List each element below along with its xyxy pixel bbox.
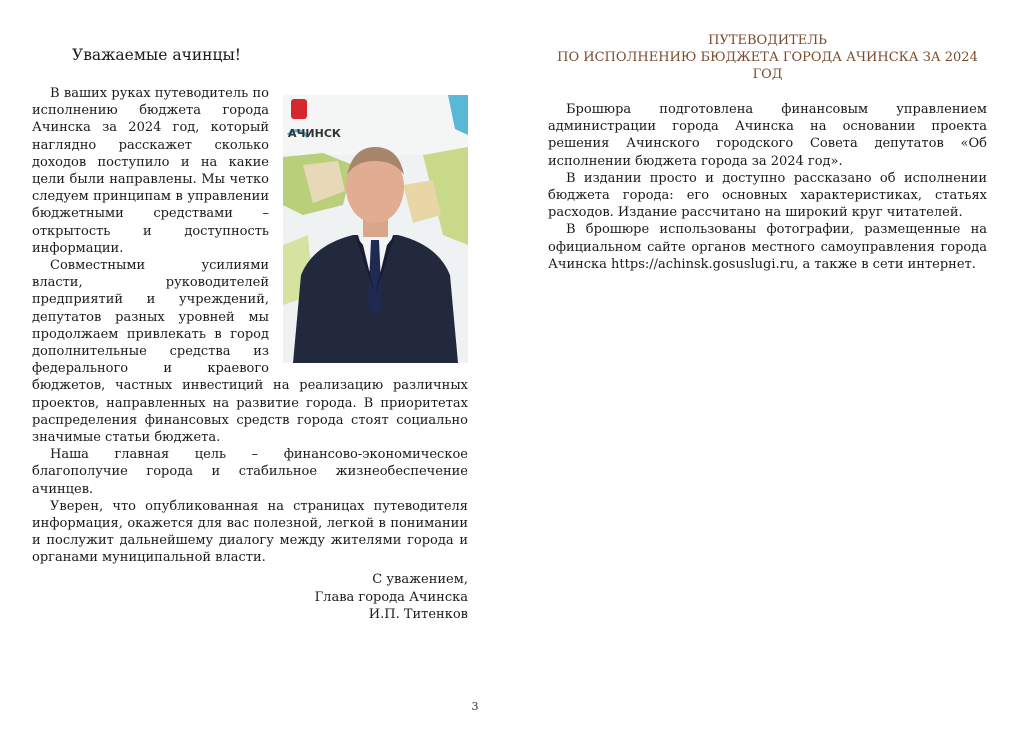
left-paragraph-1: В ваших руках путеводитель по исполнению бюджета города Ачинска за 2024 год, который наглядно расскажет сколько доходов поступило и на какие цели были направлены. Мы четко следуем принципам в управлении бюджетными средствами – открытость и доступность информации.: [32, 86, 269, 256]
left-paragraph-2: Совместными усилиями власти, руководителей предприятий и учреждений, депутатов разных уровней мы продолжаем привлекать в город дополнительные средства из федерального и краевого бюджетов, частных инвестиций на реализацию различных проектов, направленных на развитие города. В приоритетах распределения финансовых средств города стоят социально значимые статьи бюджета.: [32, 258, 468, 446]
right-paragraph-2: В издании просто и доступно рассказано об исполнении бюджета города: его основных характеристиках, статьях расходов. Издание рассчитано на широкий круг читателей.: [548, 170, 987, 221]
signature-position: Глава города Ачинска: [314, 589, 468, 605]
right-paragraph-1: Брошюра подготовлена финансовым управлением администрации города Ачинска на основании проекта решения Ачинского городского Совета депутатов «Об исполнении бюджета города за 2024 год».: [548, 102, 987, 169]
signature-closing: С уважением,: [372, 572, 468, 587]
mayor-photo: [283, 95, 468, 363]
guide-title: [548, 32, 987, 83]
photo-caption: АЧИНСК: [288, 127, 341, 140]
left-paragraph-3: Наша главная цель – финансово-экономическое благополучие города и стабильное жизнеобеспечение ачинцев.: [32, 447, 468, 497]
right-page: [548, 32, 987, 273]
portrait-illustration: [283, 95, 468, 363]
left-page: [32, 46, 468, 567]
signature-name: И.П. Титенков: [368, 607, 468, 622]
guide-title-line-2: ПО ИСПОЛНЕНИЮ БЮДЖЕТА ГОРОДА АЧИНСКА ЗА 2024 ГОД: [557, 50, 978, 82]
signature-block: [315, 571, 468, 624]
left-paragraph-4: Уверен, что опубликованная на страницах путеводителя информация, окажется для вас полезной, легкой в понимании и послужит дальнейшему диалогу между жителями города и органами муниципальной власти.: [32, 498, 468, 566]
greeting-heading: Уважаемые ачинцы!: [72, 46, 242, 64]
guide-title-line-1: ПУТЕВОДИТЕЛЬ: [708, 33, 827, 48]
right-paragraph-3: В брошюре использованы фотографии, размещенные на официальном сайте органов местного самоуправления города Ачинска https://achinsk.gosuslugi.ru, а также в сети интернет.: [548, 222, 987, 272]
page-number: 3: [471, 700, 479, 713]
